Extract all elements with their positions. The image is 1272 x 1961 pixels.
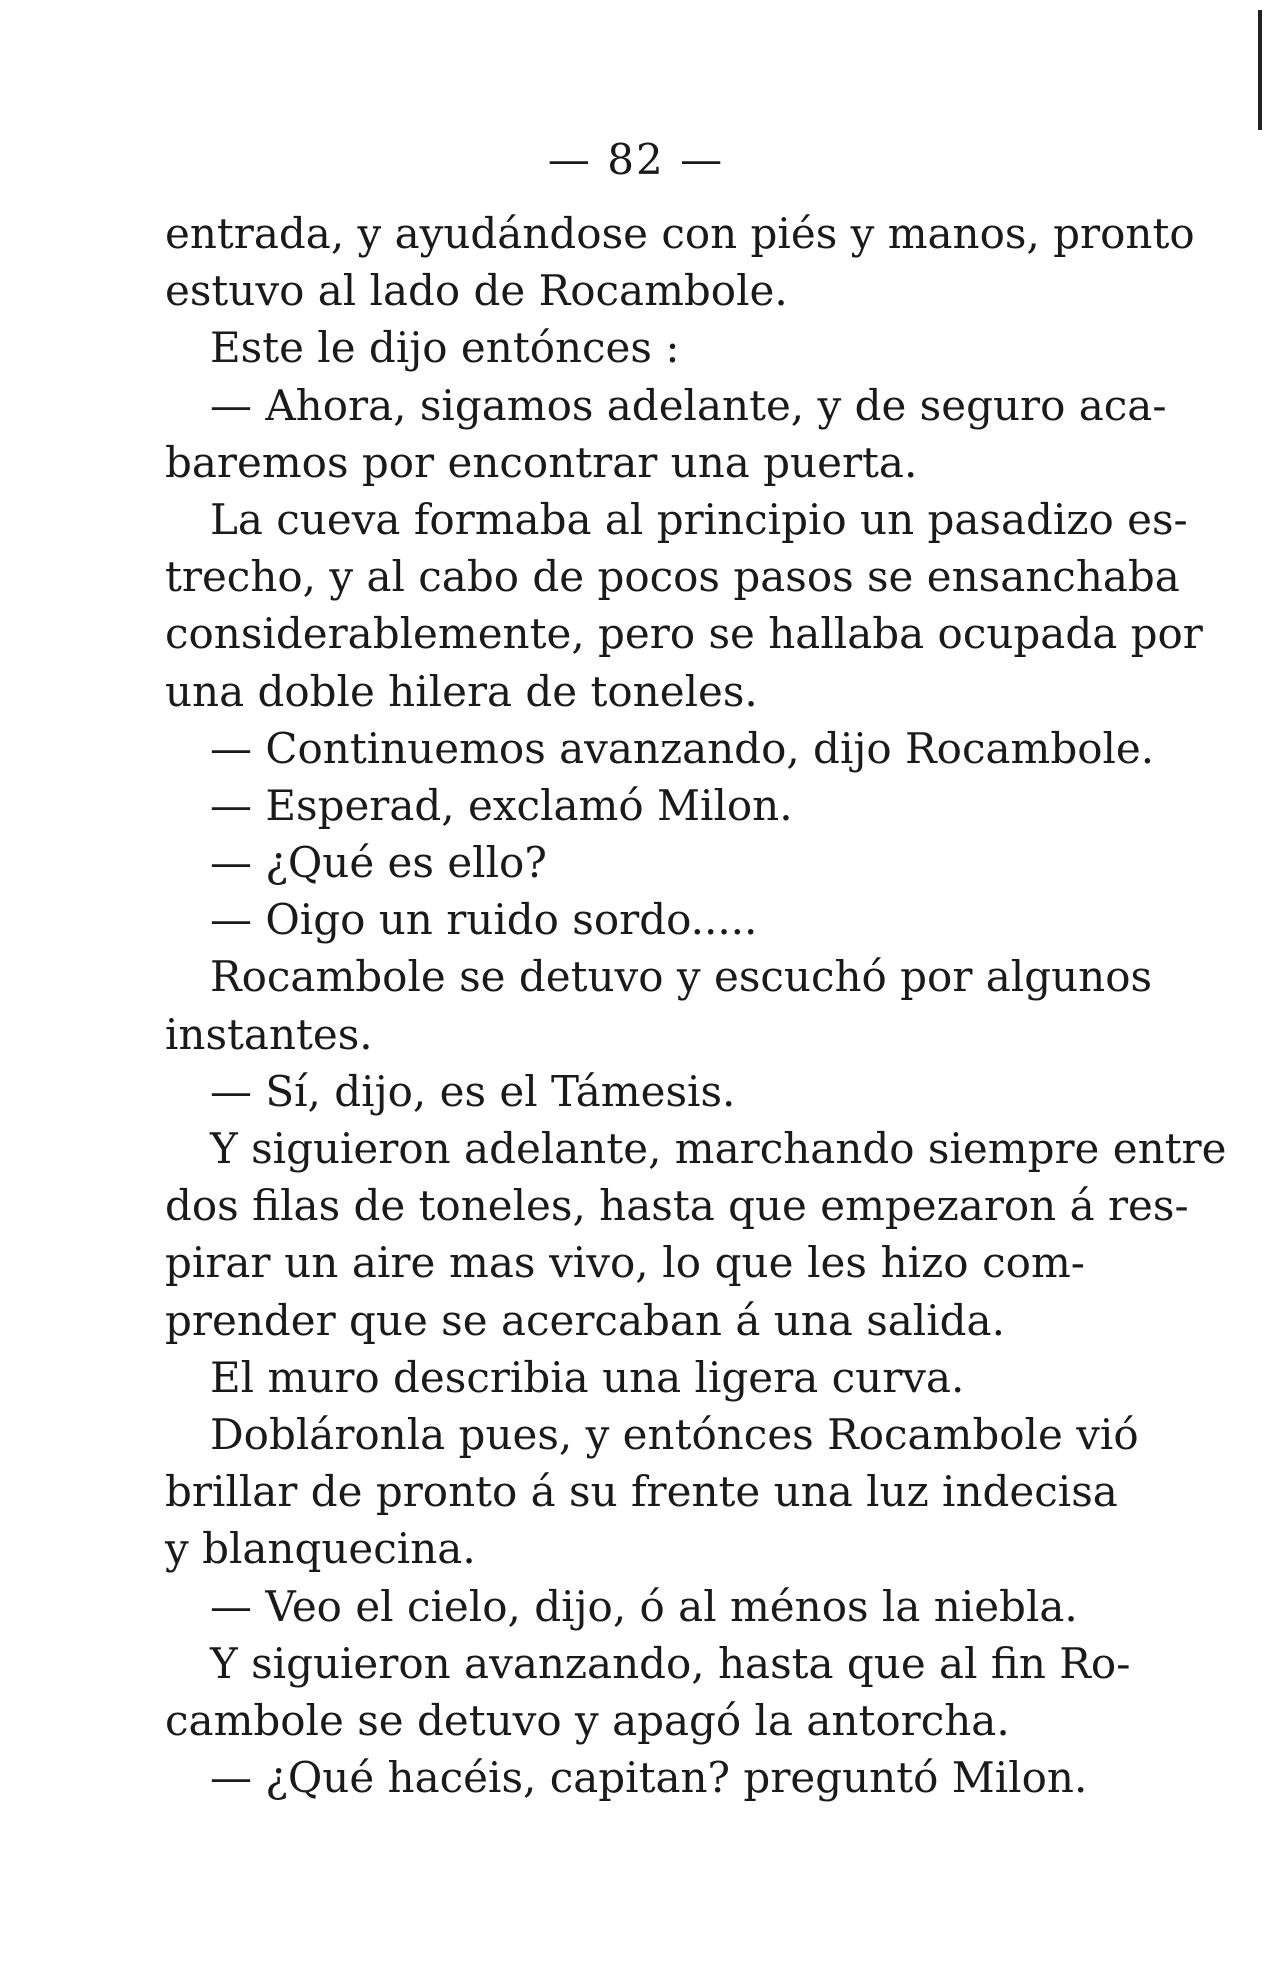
text-line: Y siguieron adelante, marchando siempre entre — [210, 1124, 1227, 1173]
text-line: — ¿Qué es ello? — [210, 838, 547, 888]
text-line: — ¿Qué hacéis, capitan? preguntó Milon. — [210, 1753, 1088, 1803]
text-line: Y siguieron avanzando, hasta que al fin Ro- — [210, 1638, 1131, 1688]
text-line: — Veo el cielo, dijo, ó al ménos la niebla. — [210, 1581, 1078, 1631]
text-line: instantes. — [165, 1009, 373, 1059]
text-line: prender que se acercaban á una salida. — [165, 1295, 1005, 1345]
text-line: — Esperad, exclamó Milon. — [210, 780, 793, 830]
text-line: Rocambole se detuvo y escuchó por algunos — [210, 952, 1153, 1002]
text-line: — Sí, dijo, es el Támesis. — [210, 1066, 736, 1116]
text-line: — Ahora, sigamos adelante, y de seguro aca- — [210, 380, 1167, 430]
text-line: — Continuemos avanzando, dijo Rocambole. — [210, 723, 1155, 773]
page-edge-line — [1258, 10, 1262, 130]
text-line: considerablemente, pero se hallaba ocupada por — [165, 609, 1203, 659]
text-line: una doble hilera de toneles. — [165, 666, 758, 716]
text-line: El muro describia una ligera curva. — [210, 1352, 965, 1402]
text-line: — Oigo un ruido sordo..... — [210, 895, 758, 945]
text-line: trecho, y al cabo de pocos pasos se ensanchaba — [165, 552, 1180, 602]
text-line: pirar un aire mas vivo, lo que les hizo com- — [165, 1238, 1085, 1288]
body-text — [165, 205, 1227, 1806]
text-line: y blanquecina. — [165, 1524, 476, 1574]
text-line: cambole se detuvo y apagó la antorcha. — [165, 1695, 1010, 1745]
text-line: La cueva formaba al principio un pasadizo es- — [210, 494, 1188, 544]
text-line: Este le dijo entónces : — [210, 323, 680, 373]
text-line: baremos por encontrar una puerta. — [165, 437, 918, 487]
text-line: dos filas de toneles, hasta que empezaron á res- — [165, 1181, 1189, 1231]
text-line: estuvo al lado de Rocambole. — [165, 266, 788, 316]
text-line: entrada, y ayudándose con piés y manos, pronto — [165, 209, 1195, 258]
text-line: brillar de pronto á su frente una luz indecisa — [165, 1467, 1118, 1517]
text-line: Dobláronla pues, y entónces Rocambole vió — [210, 1409, 1139, 1459]
page-number: — 82 — — [547, 135, 725, 184]
